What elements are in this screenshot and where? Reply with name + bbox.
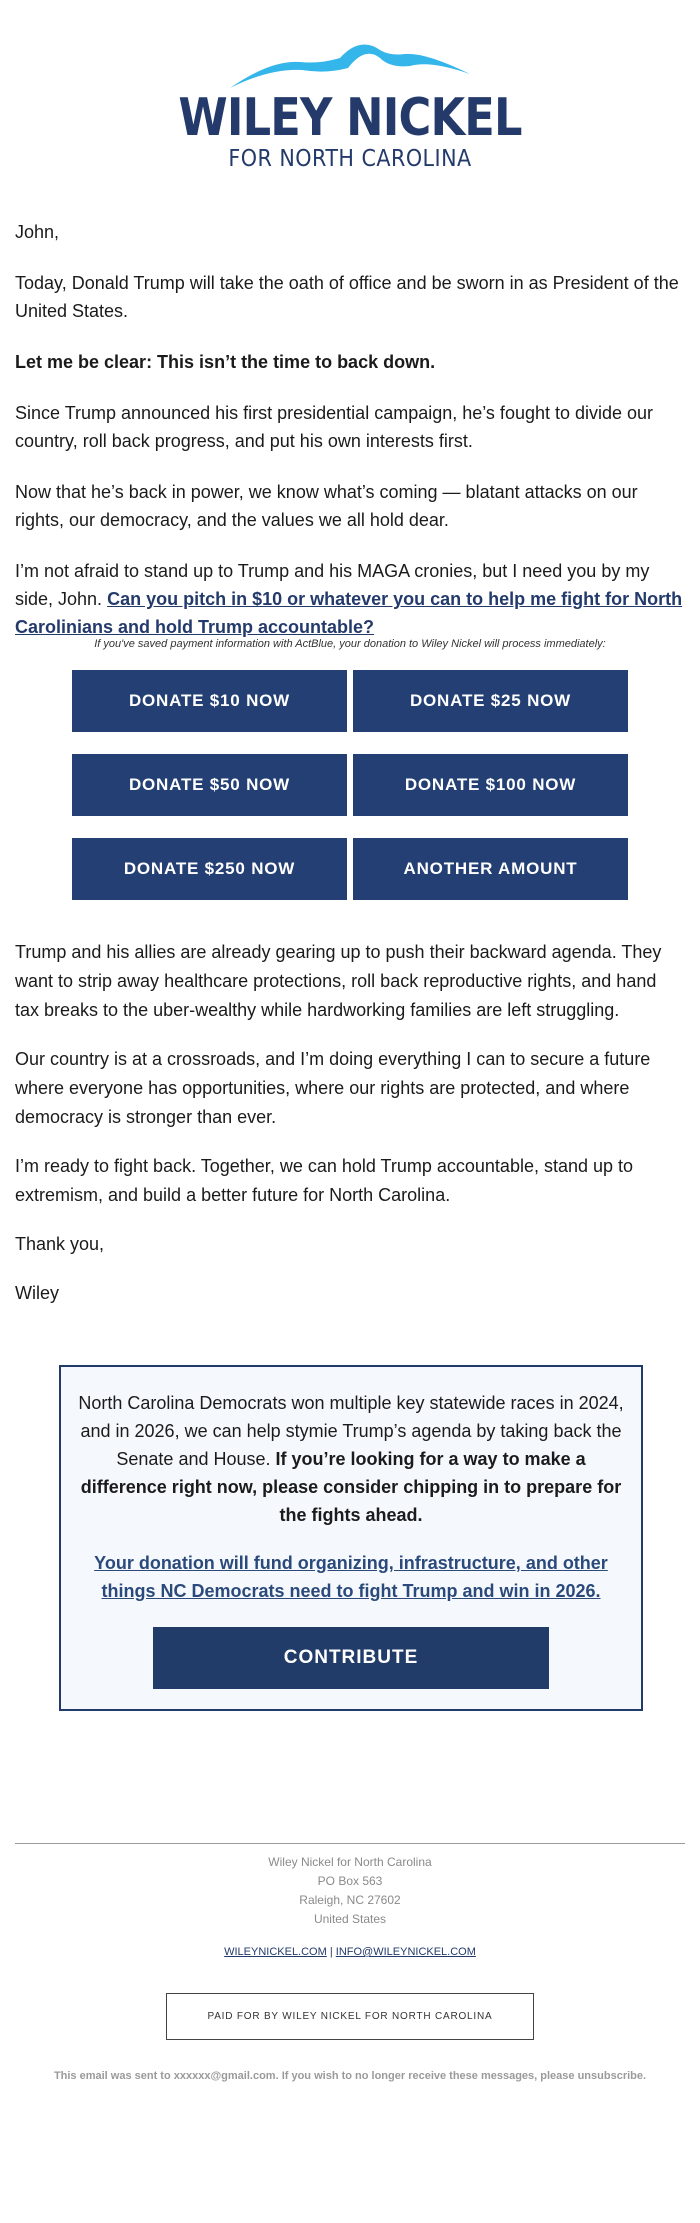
paragraph-2: Let me be clear: This isn’t the time to back down. <box>15 352 436 372</box>
donate-50-button[interactable]: DONATE $50 NOW <box>72 754 347 816</box>
paragraph-5-lead: I’m not afraid to stand up to Trump and his MAGA cronies, but I need you by my side, John. <box>15 561 650 609</box>
paragraph-7: Our country is at a crossroads, and I’m doing everything I can to secure a future where everyone has opportunities, where our rights are protected, and where democracy is stronger than ever. <box>15 1049 651 1127</box>
footer-links <box>0 1946 700 1958</box>
footer-divider <box>15 1843 685 1844</box>
footer-org: Wiley Nickel for North Carolina <box>268 1855 432 1869</box>
paragraph-5 <box>15 557 685 641</box>
logo-subtitle: FOR NORTH CAROLINA <box>228 146 472 172</box>
footer-link-separator: | <box>329 1946 333 1958</box>
callout-text-plain: North Carolina Democrats won multiple key statewide races in 2024, and in 2026, we can help stymie Trump’s agenda by taking back the Senate and House. <box>78 1393 624 1469</box>
callout-text-bold: If you’re looking for a way to make a difference right now, please consider chipping in to prepare for the fights ahead. <box>80 1449 622 1525</box>
paragraph-6: Trump and his allies are already gearing up to push their backward agenda. They want to strip away healthcare protections, roll back reproductive rights, and hand tax breaks to the uber-wealthy while hardworking families are left struggling. <box>15 942 662 1020</box>
paragraph-1: Today, Donald Trump will take the oath of office and be sworn in as President of the United States. <box>15 273 679 321</box>
paragraph-3: Since Trump announced his first presidential campaign, he’s fought to divide our country, roll back progress, and put his own interests first. <box>15 403 654 451</box>
letter-body <box>15 218 685 664</box>
logo-name: WILEY NICKEL <box>178 88 522 148</box>
paid-for-disclaimer: PAID FOR BY WILEY NICKEL FOR NORTH CAROLINA <box>166 1993 534 2040</box>
footer-address <box>0 1853 700 1929</box>
contribute-callout-box <box>59 1365 643 1711</box>
campaign-logo[interactable] <box>0 38 700 183</box>
unsubscribe-text[interactable]: This email was sent to xxxxxx@gmail.com. If you wish to no longer receive these messages, please unsubscribe. <box>53 2070 647 2082</box>
callout-text <box>61 1389 641 1529</box>
contribute-button[interactable]: CONTRIBUTE <box>153 1627 549 1689</box>
donate-25-button[interactable]: DONATE $25 NOW <box>353 670 628 732</box>
paragraph-8: I’m ready to fight back. Together, we can hold Trump accountable, stand up to extremism, and build a better future for North Carolina. <box>15 1156 634 1205</box>
footer-country: United States <box>313 1912 387 1926</box>
donate-other-amount-button[interactable]: ANOTHER AMOUNT <box>353 838 628 900</box>
donate-cta-link[interactable]: Can you pitch in $10 or whatever you can to help me fight for North Carolinians and hold Trump accountable? <box>15 589 683 637</box>
actblue-note: If you've saved payment information with ActBlue, your donation to Wiley Nickel will process immediately: <box>94 638 606 650</box>
closing: Thank you, <box>15 1234 105 1254</box>
donate-250-button[interactable]: DONATE $250 NOW <box>72 838 347 900</box>
email-link[interactable]: INFO@WILEYNICKEL.COM <box>335 1946 476 1958</box>
greeting: John, <box>15 222 60 242</box>
callout-donation-link[interactable]: Your donation will fund organizing, infrastructure, and other things NC Democrats need to fight Trump and win in 2026. <box>94 1553 608 1601</box>
donate-100-button[interactable]: DONATE $100 NOW <box>353 754 628 816</box>
donate-10-button[interactable]: DONATE $10 NOW <box>72 670 347 732</box>
website-link[interactable]: WILEYNICKEL.COM <box>224 1946 327 1958</box>
letter-body-continued <box>15 938 685 1328</box>
footer-city: Raleigh, NC 27602 <box>299 1893 401 1907</box>
paragraph-4: Now that he’s back in power, we know what’s coming — blatant attacks on our rights, our democracy, and the values we all hold dear. <box>15 482 638 530</box>
footer-po-box: PO Box 563 <box>317 1874 383 1888</box>
signature: Wiley <box>15 1283 59 1303</box>
